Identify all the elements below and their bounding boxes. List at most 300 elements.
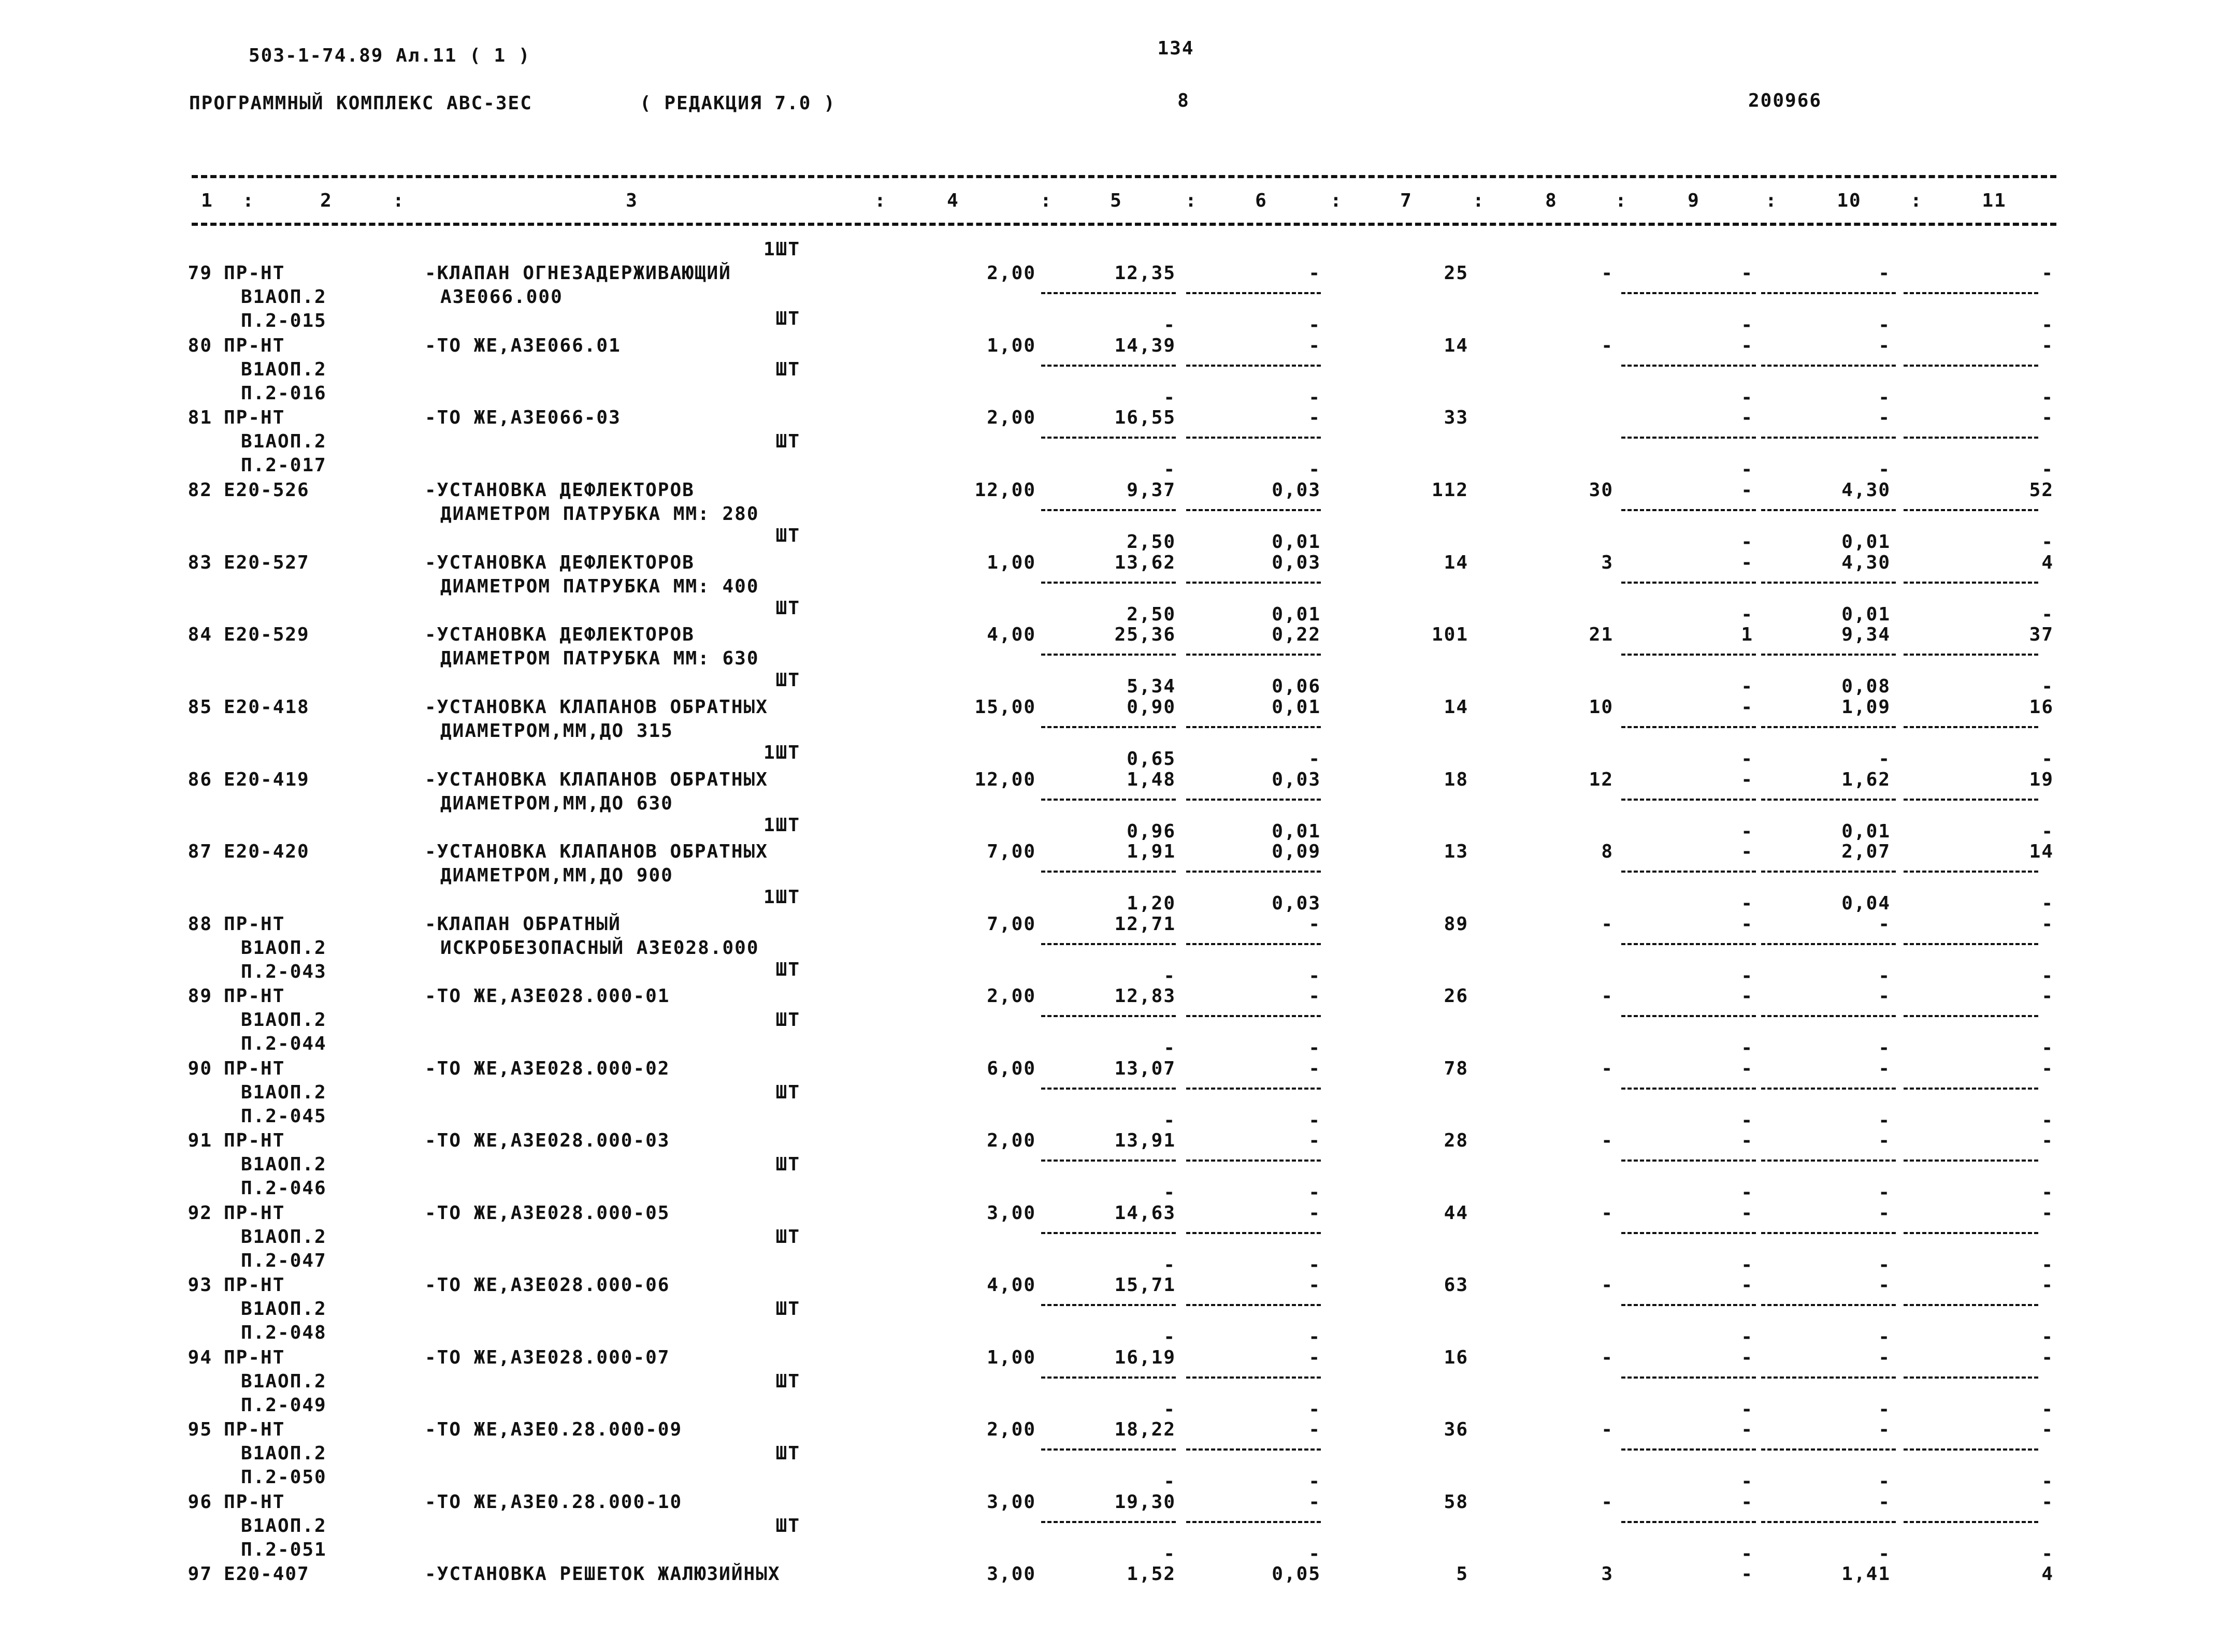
column-6-value: 0,05	[1272, 1563, 1321, 1585]
column-11-divider	[1904, 1448, 2038, 1451]
column-11-value: -	[2041, 263, 2054, 284]
column-6-divider	[1186, 1304, 1321, 1306]
row-number: 89	[188, 986, 212, 1007]
column-6-value: 0,01	[1272, 531, 1321, 553]
column-separator: :	[1330, 190, 1343, 211]
row-description: -ТО ЖЕ,АЗЕ066-03	[425, 407, 621, 428]
column-11-value: -	[2041, 1543, 2054, 1564]
column-10-value: -	[1878, 335, 1891, 356]
column-separator: :	[1473, 190, 1485, 211]
column-11-value: 37	[2029, 624, 2054, 645]
column-9-divider	[1621, 726, 1756, 728]
column-9-divider	[1621, 509, 1756, 511]
document-code: 503-1-74.89 Ал.11 ( 1 )	[249, 45, 531, 66]
column-10-divider	[1761, 1088, 1896, 1090]
column-11-value: -	[2041, 1202, 2054, 1224]
row-code: Е20-420	[224, 841, 310, 862]
row-description: ДИАМЕТРОМ,ММ,ДО 315	[440, 720, 673, 742]
column-8-value: -	[1601, 335, 1613, 356]
column-9-value: -	[1741, 1182, 1753, 1203]
column-10-value: -	[1878, 1399, 1891, 1420]
column-6-divider	[1186, 943, 1321, 945]
row-unit: 1ШТ	[763, 815, 800, 836]
column-8-value: 3	[1601, 1563, 1613, 1585]
quantity-value: 12,00	[974, 769, 1036, 790]
column-9-divider	[1621, 1448, 1756, 1451]
column-8-value: -	[1601, 1491, 1613, 1513]
column-header-11: 11	[1982, 190, 2007, 211]
column-11-divider	[1904, 437, 2038, 439]
row-code: ПР-НТ	[224, 263, 285, 284]
row-code: Е20-527	[224, 552, 310, 573]
column-5-divider	[1041, 292, 1176, 294]
row-description: ИСКРОБЕЗОПАСНЫЙ АЗЕ028.000	[440, 937, 759, 959]
row-code: ПР-НТ	[224, 1419, 285, 1440]
quantity-value: 3,00	[987, 1563, 1036, 1585]
column-5-divider	[1041, 437, 1176, 439]
column-6-value: 0,03	[1272, 480, 1321, 501]
row-code: ПР-НТ	[224, 1347, 285, 1368]
quantity-value: 4,00	[987, 1274, 1036, 1296]
column-6-value: -	[1308, 1130, 1321, 1151]
column-header-4: 4	[947, 190, 959, 211]
column-7-value: 44	[1444, 1202, 1468, 1224]
row-description: -УСТАНОВКА РЕШЕТОК ЖАЛЮЗИЙНЫХ	[425, 1563, 781, 1585]
column-header-10: 10	[1837, 190, 1862, 211]
column-9-value: -	[1741, 1130, 1753, 1151]
column-6-value: -	[1308, 407, 1321, 428]
column-9-value: -	[1741, 1326, 1753, 1347]
document-id-code: 200966	[1748, 90, 1822, 111]
column-9-value: -	[1741, 1399, 1753, 1420]
column-10-value: 1,09	[1841, 697, 1891, 718]
row-code: ПР-НТ	[224, 1274, 285, 1296]
column-11-value: 19	[2029, 769, 2054, 790]
column-11-value: -	[2041, 1471, 2054, 1492]
column-6-value: 0,03	[1272, 893, 1321, 914]
column-9-value: -	[1741, 1347, 1753, 1368]
column-6-value: 0,22	[1272, 624, 1321, 645]
column-header-7: 7	[1400, 190, 1413, 211]
column-10-divider	[1761, 726, 1896, 728]
row-code: В1АОП.2	[241, 1226, 327, 1248]
row-code: Е20-418	[224, 697, 310, 718]
row-description: -ТО ЖЕ,АЗЕ0.28.000-09	[425, 1419, 683, 1440]
column-5-value: 2,50	[1127, 604, 1176, 625]
column-11-value: -	[2041, 604, 2054, 625]
column-6-value: -	[1308, 986, 1321, 1007]
column-11-value: 52	[2029, 480, 2054, 501]
column-9-divider	[1621, 654, 1756, 656]
quantity-value: 2,00	[987, 407, 1036, 428]
row-code: В1АОП.2	[241, 1154, 327, 1175]
column-7-value: 14	[1444, 335, 1468, 356]
column-5-divider	[1041, 1232, 1176, 1234]
column-9-value: -	[1741, 1110, 1753, 1131]
column-5-value: -	[1163, 965, 1176, 987]
column-7-value: 5	[1456, 1563, 1468, 1585]
column-9-value: -	[1741, 1543, 1753, 1564]
column-5-divider	[1041, 1448, 1176, 1451]
column-6-divider	[1186, 1160, 1321, 1162]
quantity-value: 6,00	[987, 1058, 1036, 1079]
row-unit: ШТ	[775, 308, 800, 329]
column-6-divider	[1186, 1376, 1321, 1379]
quantity-value: 2,00	[987, 1130, 1036, 1151]
column-6-value: -	[1308, 1274, 1321, 1296]
column-10-value: 4,30	[1841, 480, 1891, 501]
column-10-value: -	[1878, 1037, 1891, 1059]
row-description: -ТО ЖЕ,АЗЕ0.28.000-10	[425, 1491, 683, 1513]
row-unit: ШТ	[775, 1154, 800, 1175]
row-description: -ТО ЖЕ,АЗЕ028.000-01	[425, 986, 670, 1007]
column-separator: :	[1765, 190, 1778, 211]
row-description: ДИАМЕТРОМ,ММ,ДО 900	[440, 865, 673, 886]
column-10-value: -	[1878, 1202, 1891, 1224]
sheet-number: 8	[1177, 90, 1190, 111]
column-6-value: -	[1308, 1543, 1321, 1564]
column-11-value: -	[2041, 893, 2054, 914]
row-number: 80	[188, 335, 212, 356]
column-11-value: 14	[2029, 841, 2054, 862]
column-10-divider	[1761, 871, 1896, 873]
row-description: АЗЕ066.000	[440, 286, 563, 308]
column-5-divider	[1041, 1088, 1176, 1090]
column-6-value: -	[1308, 1347, 1321, 1368]
column-9-value: -	[1741, 263, 1753, 284]
column-5-value: 1,48	[1127, 769, 1176, 790]
column-header-3: 3	[626, 190, 638, 211]
column-10-divider	[1761, 292, 1896, 294]
column-5-value: 12,71	[1114, 914, 1176, 935]
column-7-value: 16	[1444, 1347, 1468, 1368]
column-11-value: -	[2041, 821, 2054, 842]
column-5-value: 14,39	[1114, 335, 1176, 356]
row-description: -ТО ЖЕ,АЗЕ028.000-02	[425, 1058, 670, 1079]
column-10-divider	[1761, 437, 1896, 439]
column-5-value: 16,19	[1114, 1347, 1176, 1368]
row-unit: ШТ	[775, 1371, 800, 1392]
quantity-value: 1,00	[987, 335, 1036, 356]
column-5-divider	[1041, 943, 1176, 945]
column-10-divider	[1761, 582, 1896, 584]
column-6-value: 0,01	[1272, 697, 1321, 718]
column-7-value: 89	[1444, 914, 1468, 935]
column-8-value: -	[1601, 1130, 1613, 1151]
column-8-value: 30	[1589, 480, 1613, 501]
row-number: 81	[188, 407, 212, 428]
column-11-value: 4	[2041, 1563, 2054, 1585]
column-5-value: 15,71	[1114, 1274, 1176, 1296]
column-9-divider	[1621, 1521, 1756, 1523]
column-5-value: 16,55	[1114, 407, 1176, 428]
column-9-value: -	[1741, 387, 1753, 408]
row-number: 90	[188, 1058, 212, 1079]
column-5-value: 19,30	[1114, 1491, 1176, 1513]
row-description: -ТО ЖЕ,АЗЕ066.01	[425, 335, 621, 356]
column-10-value: 2,07	[1841, 841, 1891, 862]
column-8-value: 21	[1589, 624, 1613, 645]
row-description: ДИАМЕТРОМ ПАТРУБКА ММ: 280	[440, 503, 759, 525]
column-11-divider	[1904, 1521, 2038, 1523]
column-10-divider	[1761, 799, 1896, 801]
column-6-divider	[1186, 1015, 1321, 1017]
column-5-value: 13,07	[1114, 1058, 1176, 1079]
row-unit: ШТ	[775, 598, 800, 619]
column-7-value: 36	[1444, 1419, 1468, 1440]
column-10-value: -	[1878, 1419, 1891, 1440]
column-11-value: -	[2041, 1274, 2054, 1296]
program-edition: ( РЕДАКЦИЯ 7.0 )	[640, 93, 836, 114]
column-9-divider	[1621, 365, 1756, 367]
quantity-value: 4,00	[987, 624, 1036, 645]
column-10-value: -	[1878, 314, 1891, 336]
row-code: ПР-НТ	[224, 335, 285, 356]
page-number: 134	[1157, 38, 1194, 59]
row-code: В1АОП.2	[241, 1443, 327, 1464]
column-11-divider	[1904, 509, 2038, 511]
column-9-value: -	[1741, 314, 1753, 336]
quantity-value: 12,00	[974, 480, 1036, 501]
quantity-value: 3,00	[987, 1202, 1036, 1224]
column-8-value: -	[1601, 914, 1613, 935]
column-5-value: -	[1163, 387, 1176, 408]
column-9-value: -	[1741, 1471, 1753, 1492]
column-9-value: -	[1741, 676, 1753, 697]
column-8-value: 12	[1589, 769, 1613, 790]
quantity-value: 2,00	[987, 1419, 1036, 1440]
column-11-divider	[1904, 1088, 2038, 1090]
column-8-value: 3	[1601, 552, 1613, 573]
column-separator: :	[1185, 190, 1198, 211]
row-description: -УСТАНОВКА КЛАПАНОВ ОБРАТНЫХ	[425, 697, 768, 718]
column-11-value: -	[2041, 1491, 2054, 1513]
column-9-divider	[1621, 437, 1756, 439]
column-11-value: -	[2041, 1326, 2054, 1347]
row-unit: ШТ	[775, 1298, 800, 1320]
column-5-divider	[1041, 1160, 1176, 1162]
column-10-value: -	[1878, 1254, 1891, 1276]
column-5-value: -	[1163, 1182, 1176, 1203]
column-10-value: -	[1878, 1347, 1891, 1368]
program-name: ПРОГРАММНЫЙ КОМПЛЕКС АВС-3ЕС	[189, 93, 532, 114]
column-9-divider	[1621, 582, 1756, 584]
column-9-value: -	[1741, 480, 1753, 501]
column-5-value: 9,37	[1127, 480, 1176, 501]
row-description: -УСТАНОВКА ДЕФЛЕКТОРОВ	[425, 480, 695, 501]
column-9-value: -	[1741, 1254, 1753, 1276]
row-number: 91	[188, 1130, 212, 1151]
row-number: 84	[188, 624, 212, 645]
column-9-divider	[1621, 943, 1756, 945]
column-5-value: 0,65	[1127, 748, 1176, 770]
row-code: П.2-047	[241, 1250, 327, 1271]
column-10-value: 1,62	[1841, 769, 1891, 790]
column-9-value: -	[1741, 1058, 1753, 1079]
column-10-divider	[1761, 509, 1896, 511]
column-7-value: 13	[1444, 841, 1468, 862]
column-9-value: -	[1741, 335, 1753, 356]
row-number: 83	[188, 552, 212, 573]
row-number: 85	[188, 697, 212, 718]
column-6-value: -	[1308, 1491, 1321, 1513]
column-5-divider	[1041, 365, 1176, 367]
row-number: 95	[188, 1419, 212, 1440]
column-10-value: 1,41	[1841, 1563, 1891, 1585]
table-top-rule	[192, 175, 2056, 178]
column-8-value: 10	[1589, 697, 1613, 718]
row-code: П.2-015	[241, 310, 327, 331]
column-5-value: 1,52	[1127, 1563, 1176, 1585]
column-5-divider	[1041, 1521, 1176, 1523]
column-9-value: -	[1741, 407, 1753, 428]
column-separator: :	[1910, 190, 1923, 211]
column-6-value: -	[1308, 1399, 1321, 1420]
quantity-value: 15,00	[974, 697, 1036, 718]
column-6-value: -	[1308, 1037, 1321, 1059]
row-code: ПР-НТ	[224, 1202, 285, 1224]
column-5-divider	[1041, 582, 1176, 584]
column-11-divider	[1904, 1304, 2038, 1306]
column-11-divider	[1904, 292, 2038, 294]
row-code: В1АОП.2	[241, 937, 327, 959]
row-code: П.2-045	[241, 1106, 327, 1127]
column-8-value: -	[1601, 1419, 1613, 1440]
column-9-value: -	[1741, 1419, 1753, 1440]
row-code: Е20-419	[224, 769, 310, 790]
row-code: В1АОП.2	[241, 431, 327, 452]
row-code: Е20-529	[224, 624, 310, 645]
column-11-value: -	[2041, 1037, 2054, 1059]
row-description: -ТО ЖЕ,АЗЕ028.000-05	[425, 1202, 670, 1224]
column-6-value: 0,09	[1272, 841, 1321, 862]
column-6-value: -	[1308, 1419, 1321, 1440]
column-9-value: -	[1741, 459, 1753, 480]
column-9-value: -	[1741, 893, 1753, 914]
column-6-value: -	[1308, 387, 1321, 408]
column-11-divider	[1904, 799, 2038, 801]
row-unit: ШТ	[775, 1009, 800, 1031]
row-description: -УСТАНОВКА КЛАПАНОВ ОБРАТНЫХ	[425, 841, 768, 862]
column-10-value: -	[1878, 986, 1891, 1007]
column-10-divider	[1761, 365, 1896, 367]
row-code: П.2-016	[241, 383, 327, 404]
column-separator: :	[874, 190, 887, 211]
column-6-value: 0,03	[1272, 552, 1321, 573]
row-code: Е20-526	[224, 480, 310, 501]
column-11-divider	[1904, 1015, 2038, 1017]
column-9-value: -	[1741, 748, 1753, 770]
column-6-value: -	[1308, 1202, 1321, 1224]
column-header-6: 6	[1255, 190, 1267, 211]
column-5-divider	[1041, 799, 1176, 801]
column-10-divider	[1761, 654, 1896, 656]
column-9-value: -	[1741, 769, 1753, 790]
column-6-divider	[1186, 292, 1321, 294]
row-unit: ШТ	[775, 359, 800, 380]
column-separator: :	[242, 190, 255, 211]
row-code: ПР-НТ	[224, 1058, 285, 1079]
column-8-value: 8	[1601, 841, 1613, 862]
column-8-value: -	[1601, 1274, 1613, 1296]
column-7-value: 14	[1444, 552, 1468, 573]
row-code: П.2-043	[241, 961, 327, 982]
column-10-value: -	[1878, 1130, 1891, 1151]
row-number: 97	[188, 1563, 212, 1585]
column-10-value: 0,01	[1841, 604, 1891, 625]
column-8-value: -	[1601, 1347, 1613, 1368]
column-11-value: -	[2041, 1254, 2054, 1276]
column-10-value: 0,01	[1841, 821, 1891, 842]
column-9-divider	[1621, 1015, 1756, 1017]
column-10-value: 4,30	[1841, 552, 1891, 573]
row-code: П.2-017	[241, 455, 327, 476]
column-5-value: 2,50	[1127, 531, 1176, 553]
column-9-divider	[1621, 1376, 1756, 1379]
column-7-value: 78	[1444, 1058, 1468, 1079]
row-unit: ШТ	[775, 431, 800, 452]
row-description: -ТО ЖЕ,АЗЕ028.000-03	[425, 1130, 670, 1151]
row-code: ПР-НТ	[224, 986, 285, 1007]
column-9-value: -	[1741, 604, 1753, 625]
row-code: ПР-НТ	[224, 1130, 285, 1151]
column-7-value: 101	[1431, 624, 1468, 645]
column-6-value: -	[1308, 263, 1321, 284]
row-unit: ШТ	[775, 525, 800, 546]
column-11-divider	[1904, 365, 2038, 367]
column-10-value: -	[1878, 1491, 1891, 1513]
column-11-value: -	[2041, 748, 2054, 770]
column-11-divider	[1904, 582, 2038, 584]
column-11-value: -	[2041, 407, 2054, 428]
column-7-value: 25	[1444, 263, 1468, 284]
row-code: ПР-НТ	[224, 1491, 285, 1513]
row-code: П.2-049	[241, 1395, 327, 1416]
row-description: -УСТАНОВКА ДЕФЛЕКТОРОВ	[425, 624, 695, 645]
column-5-value: 14,63	[1114, 1202, 1176, 1224]
column-6-divider	[1186, 1232, 1321, 1234]
row-number: 96	[188, 1491, 212, 1513]
row-unit: 1ШТ	[763, 887, 800, 908]
row-code: П.2-048	[241, 1322, 327, 1343]
column-7-value: 18	[1444, 769, 1468, 790]
column-5-value: 18,22	[1114, 1419, 1176, 1440]
column-9-value: -	[1741, 1563, 1753, 1585]
row-unit: 1ШТ	[763, 742, 800, 763]
row-number: 92	[188, 1202, 212, 1224]
column-5-value: 0,96	[1127, 821, 1176, 842]
column-11-value: -	[2041, 676, 2054, 697]
column-6-value: 0,03	[1272, 769, 1321, 790]
column-6-value: -	[1308, 1182, 1321, 1203]
column-header-5: 5	[1110, 190, 1122, 211]
column-11-value: -	[2041, 914, 2054, 935]
column-9-value: -	[1741, 821, 1753, 842]
column-11-value: -	[2041, 335, 2054, 356]
column-7-value: 28	[1444, 1130, 1468, 1151]
column-9-value: -	[1741, 1274, 1753, 1296]
quantity-value: 3,00	[987, 1491, 1036, 1513]
column-5-value: -	[1163, 459, 1176, 480]
column-10-divider	[1761, 1304, 1896, 1306]
column-10-value: -	[1878, 459, 1891, 480]
column-11-divider	[1904, 1232, 2038, 1234]
column-10-divider	[1761, 1521, 1896, 1523]
column-6-value: -	[1308, 459, 1321, 480]
column-9-value: 1	[1741, 624, 1753, 645]
column-7-value: 26	[1444, 986, 1468, 1007]
column-6-value: -	[1308, 1110, 1321, 1131]
